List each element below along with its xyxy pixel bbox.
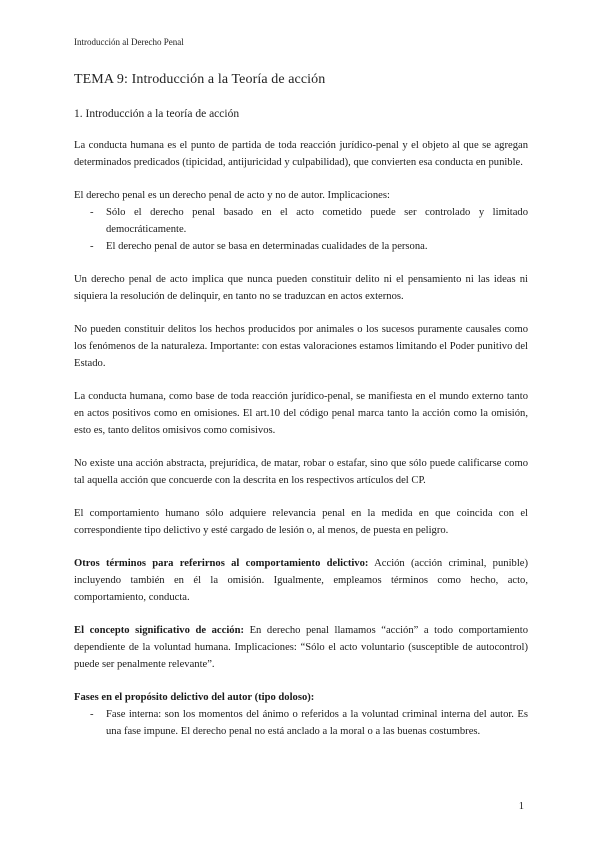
paragraph-fases <box>74 689 528 706</box>
paragraph-otros-terminos <box>74 555 528 606</box>
paragraph-animales-sucesos: No pueden constituir delitos los hechos producidos por animales o los sucesos puramente causales como los fenómenos de la naturaleza. Importante: con estas valoraciones estamos limitando el Poder punitivo del Estado. <box>74 324 528 369</box>
list-item-text: Sólo el derecho penal basado en el acto cometido puede ser controlado y limitado democráticamente. <box>106 207 528 235</box>
running-header: Introducción al Derecho Penal <box>74 37 184 47</box>
paragraph-conducta-humana: La conducta humana es el punto de partida de toda reacción jurídico-penal y el objeto al que se agregan determinados predicados (tipicidad, antijuricidad y culpabilidad), que convierten esa conducta en punible. <box>74 140 528 168</box>
bullet-dash: - <box>90 709 94 720</box>
bold-lead: Fases en el propósito delictivo del autor (tipo doloso): <box>74 692 315 703</box>
paragraph-relevancia-penal: El comportamiento humano sólo adquiere relevancia penal en la medida en que coincida con el correspondiente tipo delictivo y esté cargado de lesión o, al menos, de puesta en peligro. <box>74 508 528 536</box>
list-item-text: El derecho penal de autor se basa en determinadas cualidades de la persona. <box>106 241 428 252</box>
paragraph-text: En derecho penal llamamos “acción” a todo comportamiento dependiente de la voluntad humana. Implicaciones: “Sólo el acto voluntario (susceptible de autocontrol) puede ser penalmente relevante”. <box>74 625 528 670</box>
list-item <box>74 238 528 255</box>
bold-lead: Otros términos para referirnos al comportamiento delictivo: <box>74 558 369 569</box>
bullet-dash: - <box>90 207 94 218</box>
page-number: 1 <box>518 801 524 812</box>
bold-lead: El concepto significativo de acción: <box>74 625 244 636</box>
paragraph-accion-abstracta: No existe una acción abstracta, prejurídica, de matar, robar o estafar, sino que sólo puede calificarse como tal aquella acción que concuerde con la descrita en los respectivos artículos del CP. <box>74 458 528 486</box>
list-item <box>74 204 528 238</box>
document-body <box>74 137 528 740</box>
paragraph-derecho-penal-acto-implica: Un derecho penal de acto implica que nunca pueden constituir delito ni el pensamiento ni las ideas ni siquiera la resolución de delinquir, en tanto no se traduzcan en actos externos. <box>74 274 528 302</box>
paragraph-text: Acción (acción criminal, punible) incluyendo también en él la omisión. Igualmente, empleamos términos como hecho, acto, comportamiento, conducta. <box>74 558 528 603</box>
bullet-dash: - <box>90 241 94 252</box>
section-heading: 1. Introducción a la teoría de acción <box>74 108 240 120</box>
paragraph-concepto-significativo <box>74 622 528 673</box>
implicaciones-list <box>74 204 528 255</box>
document-title: TEMA 9: Introducción a la Teoría de acción <box>74 72 326 87</box>
list-item-text: Fase interna: son los momentos del ánimo o referidos a la voluntad criminal interna del autor. Es una fase impune. El derecho penal no está anclado a la moral o a las buenas costumbres. <box>106 709 528 737</box>
fases-list <box>74 706 528 740</box>
paragraph-actos-positivos-omisiones: La conducta humana, como base de toda reacción jurídico-penal, se manifiesta en el mundo externo tanto en actos positivos como en omisiones. El art.10 del código penal marca tanto la acción como la omisión, esto es, tanto delitos omisivos como comisivos. <box>74 391 528 436</box>
paragraph-derecho-penal-de-acto: El derecho penal es un derecho penal de acto y no de autor. Implicaciones: <box>74 190 390 201</box>
list-item <box>74 706 528 740</box>
